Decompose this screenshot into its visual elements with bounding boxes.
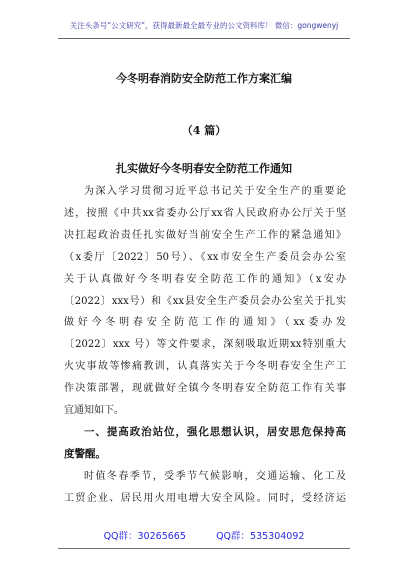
body-line: 火灾事故等惨痛教训，认真落实关于今冬明春安全生产工 bbox=[64, 361, 346, 373]
footer-divider bbox=[58, 548, 350, 549]
document-body bbox=[64, 181, 346, 510]
document-title: 今冬明春消防安全防范工作方案汇编 bbox=[116, 72, 292, 85]
body-line: 工贸企业、居民用火用电增大安全风险。同时，受经济运 bbox=[64, 492, 346, 504]
body-line: 为深入学习贯彻习近平总书记关于安全生产的重要论 bbox=[84, 186, 346, 197]
header-note: 关注头条号“公文研究”，获得最新最全最专业的公文资料库！ 微信：gongwenyj bbox=[69, 21, 339, 30]
heading-line: 一、提高政治站位，强化思想认识，居安思危保持高 bbox=[84, 425, 346, 438]
body-line: 作决策部署，现就做好全镇今冬明春安全防范工作有关事 bbox=[64, 383, 346, 395]
paragraph-2 bbox=[64, 466, 346, 510]
body-line: 关于认真做好今冬明春安全防范工作的通知》（x安办 bbox=[64, 273, 346, 285]
body-line: 〔2022〕xxx 号）等文件要求，深刻吸取近期xx特别重大 bbox=[64, 339, 346, 351]
footer-contacts: QQ群：30265665 QQ群：535304092 bbox=[103, 531, 305, 542]
document-count: （4 篇） bbox=[181, 124, 227, 137]
body-line: （x委厅〔2022〕50号）、《xx市安全生产委员会办公室 bbox=[64, 251, 346, 263]
body-line: 宜通知如下。 bbox=[64, 405, 124, 417]
body-line: 做好今冬明春安全防范工作的通知》（xx委办发 bbox=[64, 317, 346, 329]
body-line: 述，按照《中共xx省委办公厅xx省人民政府办公厅关于坚 bbox=[64, 207, 346, 219]
section-title: 扎实做好今冬明春安全防范工作通知 bbox=[116, 162, 292, 175]
heading-1 bbox=[64, 422, 346, 466]
paragraph-1 bbox=[64, 181, 346, 422]
heading-line: 度警醒。 bbox=[64, 447, 106, 460]
body-line: 决扛起政治责任扎实做好当前安全生产工作的紧急通知》 bbox=[64, 229, 346, 241]
header-divider bbox=[58, 38, 350, 39]
body-line: 时值冬春季节，受季节气候影响，交通运输、化工及 bbox=[84, 470, 346, 482]
body-line: 〔2022〕xxx号）和《xx县安全生产委员会办公室关于扎实 bbox=[64, 295, 346, 307]
